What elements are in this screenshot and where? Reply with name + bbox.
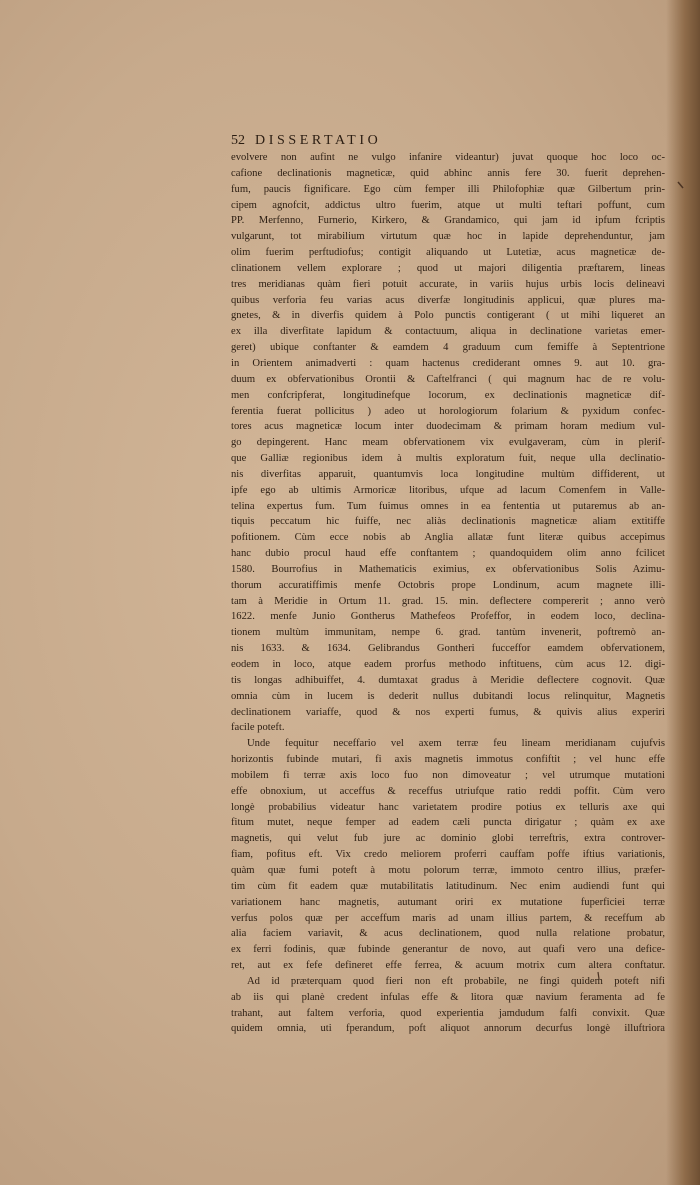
text-line: gnetes, & in diverfis quidem à Polo punctis contigerant ( ut mihi liqueret an xyxy=(231,310,665,322)
text-line: hanc dubio procul haud effe conftantem ; quandoquidem olim anno fcilicet xyxy=(231,548,665,560)
text-line: tim cùm fit eadem quæ mutabilitatis latitudinum. Nec enim audiendi funt qui xyxy=(231,880,665,892)
text-line: cafione declinationis magneticæ, quid abhinc annis fere 30. fuerit deprehen- xyxy=(231,167,665,179)
text-line: 1622. menfe Junio Gontherus Mathefeos Profeffor, in eodem loco, declina- xyxy=(231,611,665,623)
text-line: fitum mutet, neque femper ad eadem cæli puncta dirigatur ; quàm ex axe xyxy=(231,817,665,829)
text-line: duum ex obfervationibus Orontii & Caftelfranci ( qui magnum hac de re volu- xyxy=(231,373,665,385)
text-line: nis diverfitas apparuit, quantumvis loca longitudine multùm diffiderent, ut xyxy=(231,468,665,480)
text-line: fiam, pofitus eft. Vix credo meliorem proferri cauffam poffe iftius variationis, xyxy=(231,849,665,861)
margin-mark xyxy=(595,970,603,982)
text-line: quibus verforia feu varias acus diverfæ longitudinis applicui, quæ plures ma- xyxy=(231,294,665,306)
text-line: in Orientem animadverti : quam hactenus crediderant omnes 9. aut 10. gra- xyxy=(231,357,665,369)
text-line: alia faciem variavit, & acus declinationem, quod nulla relatione probatur, xyxy=(231,928,665,940)
text-line: men confcripferat, longitudinefque locorum, ex declinationis magneticæ dif- xyxy=(231,389,665,401)
text-line: longè probabilius videatur hanc varietatem prodire potius ex telluris axe qui xyxy=(231,801,665,813)
text-line: olim fuerim perftudiofus; contigit aliquando ut Lutetiæ, acus magneticæ de- xyxy=(231,247,665,259)
text-line: go depingerent. Hanc meam obfervationem vix evulgaveram, cùm in plerif- xyxy=(231,437,665,449)
text-line: vulgarunt, tot mirabilium virtutum quæ hoc in lapide deprehenduntur, jam xyxy=(231,231,665,243)
text-line: quàm quæ fumi poteft à motu polorum terræ, immoto centro illius, præfer- xyxy=(231,864,665,876)
text-line: horizontis fubinde mutari, fi axis magnetis immotus confiftit ; vel hunc effe xyxy=(231,754,665,766)
text-line: tionem multùm immunitam, nempe 6. grad. tantùm invenerit, poftremò an- xyxy=(231,627,665,639)
page-edge-shadow xyxy=(666,0,700,1185)
text-line: nis 1633. & 1634. Gelibrandus Gontheri fucceffor eamdem obfervationem, xyxy=(231,643,665,655)
text-line: tores acus magneticæ locum inter duodecimam & primam horam medium vul- xyxy=(231,421,665,433)
page-number: 52 xyxy=(231,133,245,148)
text-line: mobilem fi terræ axis loco fuo non dimoveatur ; vel utrumque mutationi xyxy=(231,769,665,781)
text-line: Unde fequitur neceffario vel axem terræ feu lineam meridianam cujufvis xyxy=(247,738,665,750)
text-line: facile poteft. xyxy=(231,722,285,734)
text-line: ipfe ego ab ultimis Armoricæ litoribus, ufque ad lacum Comenfem in Valle- xyxy=(231,484,665,496)
text-line: verfus polos quæ per acceffum maris ad unam illius partem, & receffum ab xyxy=(231,912,665,924)
text-line: cipem agnofcit, addictus ultro fuerim, atque ut multi teftari poffunt, cum xyxy=(231,199,665,211)
text-line: ret, aut ex fefe defineret effe ferrea, & acuum motrix cum altera conftatur. xyxy=(231,960,665,972)
text-line: tam à Meridie in Ortum 11. grad. 15. min. deflectere compererit ; anno verò xyxy=(231,595,665,607)
text-line: pofitionem. Cùm ecce nobis ab Anglia allatæ funt literæ quibus accepimus xyxy=(231,532,665,544)
text-line: ab iis qui planè credent infulas effe & litora quæ navium feramenta ad fe xyxy=(231,991,665,1003)
margin-mark xyxy=(676,180,686,196)
text-line: PP. Merfenno, Furnerio, Kirkero, & Grandamico, qui jam id ipfum fcriptis xyxy=(231,215,665,227)
running-title: DISSERTATIO xyxy=(255,133,382,148)
text-line: que Galliæ regionibus idem à multis exploratum fuit, neque ulla declinatio- xyxy=(231,453,665,465)
text-line: tres meridianas quàm fieri potuit accurate, in variis hujus urbis locis delineavi xyxy=(231,278,665,290)
text-line: 1580. Bourrofius in Mathematicis eximius, ex obfervationibus Solis Azimu- xyxy=(231,563,665,575)
text-line: tis longas adhibuiffet, 4. dumtaxat gradus à Meridie deflectere cognovit. Quæ xyxy=(231,674,665,686)
text-line: quidem omnia, uti fperandum, poft aliquot annorum decurfus longè illuftriora xyxy=(231,1023,665,1035)
text-line: eodem in loco, atque eadem prorfus methodo inftituens, cùm acus 12. digi- xyxy=(231,659,665,670)
text-line: ex ferri fodinis, quæ fubinde generantur de novo, aut quafi vero una defice- xyxy=(231,944,665,956)
text-line: evolvere non aufint ne vulgo infanire videantur) juvat quoque hoc loco oc- xyxy=(231,152,665,163)
text-line: telina expertus fum. Tum fuimus omnes in ea fententia ut putaremus ab an- xyxy=(231,500,665,512)
text-line xyxy=(231,1037,665,1053)
text-line: ex illa diverfitate lapidum & contactuum, aliqua in declinatione varietas emer- xyxy=(231,326,665,338)
text-line: ferentia fuerat pollicitus ) adeo ut horologiorum folarium & pyxidum confec- xyxy=(231,405,665,417)
text-line: variationem hanc magnetis, autumant oriri ex mutatione fuperficiei terræ xyxy=(231,896,665,908)
text-line: Ad id præterquam quod fieri non eft probabile, ne fingi quidem poteft nifi xyxy=(247,975,665,987)
text-line: tiquis peccatum hic fuiffe, nec aliàs declinationis magneticæ aliam extitiffe xyxy=(231,516,665,528)
text-line: declinationem variaffe, quod & nos experti fumus, & quivis alius experiri xyxy=(231,706,665,718)
text-line: trahant, aut faltem verforia, quod experientia jamdudum falfi convixit. Quæ xyxy=(231,1007,665,1019)
text-line: fum, paucis fignificare. Ego cùm femper illi Philofophiæ quæ Gilbertum prin- xyxy=(231,183,665,195)
text-line: effe obnoxium, ut acceffus & receffus utriufque ratio reddi poffit. Cùm vero xyxy=(231,785,665,797)
text-line: clinationem vellem explorare ; quod ut majori diligentia præftarem, lineas xyxy=(231,262,665,274)
text-line: omnia cùm in lucem is dederit nullus dubitandi locus relinquitur, Magnetis xyxy=(231,690,665,702)
text-line: thorum accuratiffimis menfe Octobris prope Londinum, acum magnete illi- xyxy=(231,579,665,591)
text-line: geret) ubique conftanter & eamdem 4 graduum cum femiffe à Septentrione xyxy=(231,342,665,354)
body-text xyxy=(231,150,665,1053)
text-line: magnetis, qui velut fub jure ac dominio globi terreftris, extra controver- xyxy=(231,833,665,845)
